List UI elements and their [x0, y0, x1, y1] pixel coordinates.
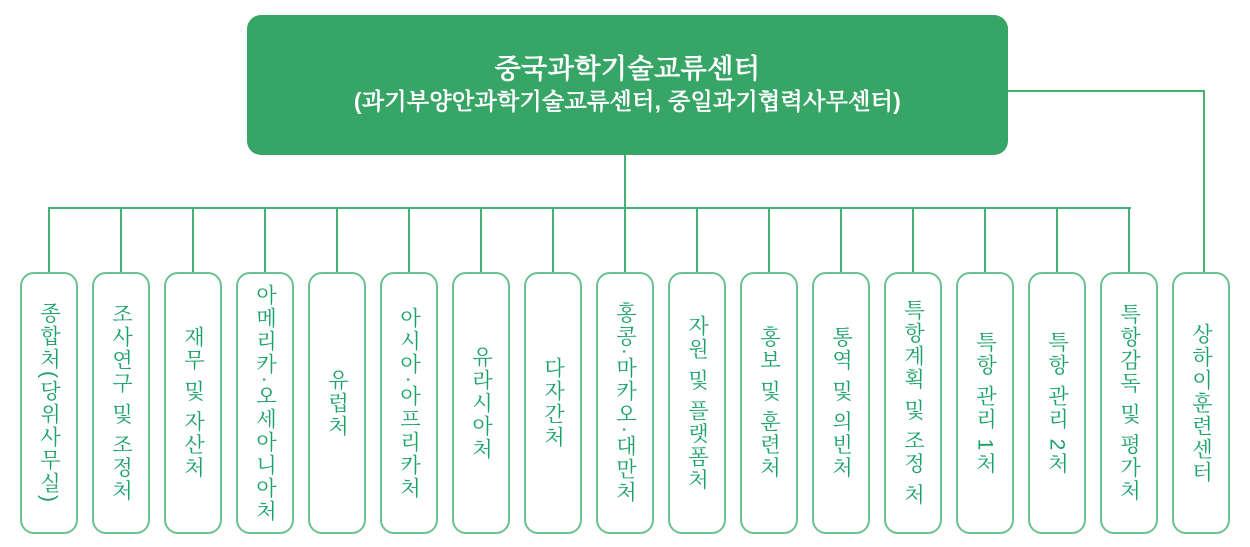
connector-drop-4 — [264, 207, 266, 272]
root-org-box — [247, 15, 1008, 155]
dept-box-hk-macao-taiwan: 홍콩·마카오·대만처 — [596, 272, 654, 534]
dept-box-interpret-protocol: 통역 및 의빈처 — [812, 272, 870, 534]
connector-side-horizontal — [1008, 90, 1205, 92]
dept-box-project-plan-coord: 특항계획 및 조정 처 — [884, 272, 942, 534]
connector-drop-10 — [696, 207, 698, 272]
dept-box-resources-platform: 자원 및 플랫폼처 — [668, 272, 726, 534]
dept-box-general-affairs: 종합처(당위사무실) — [20, 272, 78, 534]
dept-box-project-mgmt-1: 특항 관리 1처 — [956, 272, 1014, 534]
root-org-subtitle: (과기부양안과학기술교류센터, 중일과기협력사무센터) — [353, 87, 902, 114]
connector-drop-11 — [768, 207, 770, 272]
connector-drop-2 — [120, 207, 122, 272]
dept-box-finance-assets: 재무 및 자산처 — [164, 272, 222, 534]
dept-box-research-coord: 조사연구 및 조정처 — [92, 272, 150, 534]
dept-box-shanghai-training: 상하이훈련센터 — [1172, 272, 1230, 534]
connector-drop-15 — [1056, 207, 1058, 272]
connector-drop-5 — [336, 207, 338, 272]
dept-box-america-oceania: 아메리카·오세아니아처 — [236, 272, 294, 534]
connector-drop-14 — [984, 207, 986, 272]
connector-side-vertical — [1203, 90, 1205, 272]
dept-box-pr-training: 홍보 및 훈련처 — [740, 272, 798, 534]
dept-box-multilateral: 다자간처 — [524, 272, 582, 534]
connector-drop-13 — [912, 207, 914, 272]
dept-box-asia-africa: 아시아·아프리카처 — [380, 272, 438, 534]
connector-root-drop — [624, 155, 626, 208]
connector-horizontal-bus — [48, 207, 1131, 209]
root-org-title: 중국과학기술교류센터 — [494, 54, 761, 85]
dept-box-project-eval: 특항감독 및 평가처 — [1100, 272, 1158, 534]
dept-box-eurasia: 유라시아처 — [452, 272, 510, 534]
connector-drop-1 — [48, 207, 50, 272]
connector-drop-3 — [192, 207, 194, 272]
dept-box-europe: 유럽처 — [308, 272, 366, 534]
connector-drop-12 — [840, 207, 842, 272]
connector-drop-9 — [624, 207, 626, 272]
connector-drop-6 — [408, 207, 410, 272]
connector-drop-8 — [552, 207, 554, 272]
connector-drop-16 — [1128, 207, 1130, 272]
dept-box-project-mgmt-2: 특항 관리 2처 — [1028, 272, 1086, 534]
connector-drop-7 — [480, 207, 482, 272]
